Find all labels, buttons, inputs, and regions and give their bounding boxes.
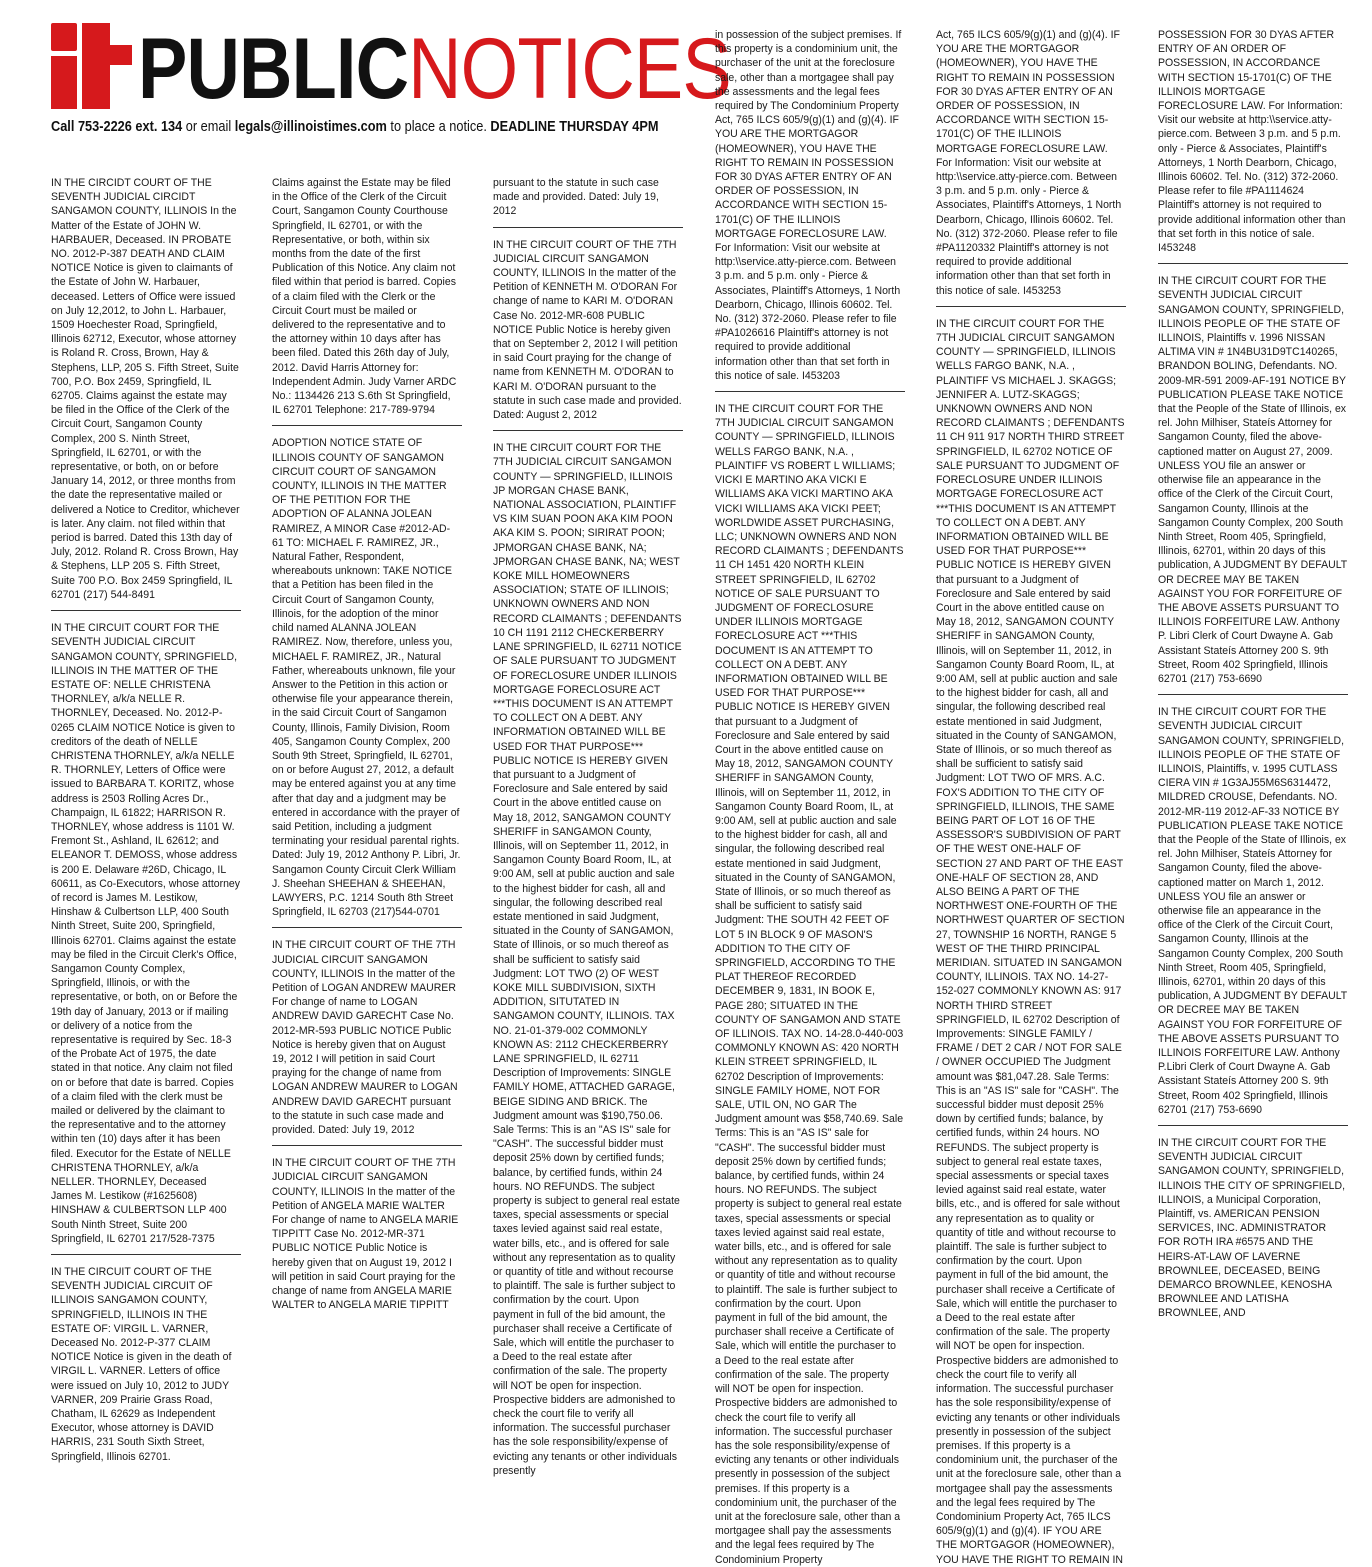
deadline-text: DEADLINE THURSDAY 4PM [490, 119, 659, 135]
notice-divider [936, 306, 1126, 307]
notice-text: IN THE CIRCUIT COURT FOR THE 7TH JUDICIAL CIRCUIT SANGAMON COUNTY — SPRINGFIELD, ILLINOIS WELLS FARGO BANK, N.A. , PLAINTIFF VS ROBERT L WILLIAMS; VICKI E MARTINO AKA VICKI E WILLIAMS AKA VICKI MARTINO AKA VICKI WILLIAMS AKA VICKI PEET; WORLDWIDE ASSET PURCHASING, LLC; UNKNOWN OWNERS AND NON RECORD CLAIMANTS ; DEFENDANTS 11 CH 1451 420 NORTH KLEIN STREET SPRINGFIELD, IL 62702 NOTICE OF SALE PURSUANT TO JUDGMENT OF FORECLOSURE UNDER ILLINOIS MORTGAGE FORECLOSURE ACT ***THIS DOCUMENT IS AN ATTEMPT TO COLLECT ON A DEBT. ANY INFORMATION OBTAINED WILL BE USED FOR THAT PURPOSE*** PUBLIC NOTICE IS HEREBY GIVEN that pursuant to a Judgment of Foreclosure and Sale entered by said Court in the above entitled cause on May 18, 2012, SANGAMON COUNTY SHERIFF in SANGAMON County, Illinois, will on September 11, 2012, in Sangamon County Board Room, IL, at 9:00 AM, sell at public auction and sale to the highest bidder for cash, all and singular, the following described real estate mentioned in said Judgment, situated in the County of SANGAMON, State of Illinois, or so much thereof as shall be sufficient to satisfy said Judgment: THE SOUTH 42 FEET OF LOT 5 IN BLOCK 9 OF MASON'S ADDITION TO THE CITY OF SPRINGFIELD, ACCORDING TO THE PLAT THEREOF RECORDED DECEMBER 9, 1831, IN BOOK E, PAGE 280; SITUATED IN THE COUNTY OF SANGAMON AND STATE OF ILLINOIS. TAX NO. 14-28.0-440-003 COMMONLY KNOWN AS: 420 NORTH KLEIN STREET SPRINGFIELD, IL 62702 Description of Improvements: SINGLE FAMILY HOME, NOT FOR SALE, UTIL ON, NO GAR The Judgment amount was $58,740.69. Sale Terms: This is an "AS IS" sale for "CASH". The successful bidder must deposit 25% down by certified funds; balance, by certified funds, within 24 hours. NO REFUNDS. The subject property is subject to general real estate taxes, special assessments or special taxes levied against said real estate, water bills, etc., and is offered for sale without any representation as to quality or quantity of title and without recourse to plaintiff. The sale is further subject to confirmation by the court. Upon payment in full of the bid amount, the purchaser shall receive a Certificate of Sale, which will entitle the purchaser to a Deed to the real estate after confirmation of the sale. The property will NOT be open for inspection. Prospective bidders are admonished to check the court file to verify all information. The successful purchaser has the sole responsibility/expense of evicting any tenants or other individuals presently in possession of the subject premises. If this property is a condominium unit, the purchaser of the unit at the foreclosure sale, other than a mortgagee shall pay the assessments and the legal fees required by The Condominium Property [715, 403, 904, 1566]
notice-text: IN THE CIRCUIT COURT FOR THE SEVENTH JUDICIAL CIRCUIT SANGAMON COUNTY, SPRINGFIELD, ILLINOIS PEOPLE OF THE STATE OF ILLINOIS, Plaintiffs, v. 1995 CUTLASS CIERA VIN # 1G3AJ55M6S6314472, MILDRED CROUSE, Defendants. NO. 2012-MR-119 2012-AF-33 NOTICE BY PUBLICATION PLEASE TAKE NOTICE that the People of the State of Illinois, ex rel. John Milhiser, Stateís Attorney for Sangamon County, filed the above-captioned matter on March 1, 2012. UNLESS YOU file an answer or otherwise file an appearance in the office of the Clerk of the Circuit Court, Sangamon County, Illinois at the Sangamon County Complex, 200 South Ninth Street, Room 405, Springfield, Illinois, 62701, within 20 days of this publication, A JUDGMENT BY DEFAULT OR DECREE MAY BE TAKEN AGAINST YOU FOR FORFEITURE OF THE ABOVE ASSETS PURSUANT TO ILLINOIS FORFEITURE LAW. Anthony P.Libri Clerk of Court Dwayne A. Gab Assistant Stateís Attorney 200 S. 9th Street, Room 402 Springfield, Illinois 62701 (217) 753-6690 [1158, 706, 1347, 1116]
notice-text: IN THE CIRCUIT COURT OF THE 7TH JUDICIAL CIRCUIT SANGAMON COUNTY, ILLINOIS In the matter of the Petition of LOGAN ANDREW MAURER For change of name to LOGAN ANDREW DAVID GARECHT Case No. 2012-MR-593 PUBLIC NOTICE Public Notice is hereby given that on August 19, 2012 I will petition in said Court praying for the change of name from LOGAN ANDREW MAURER to LOGAN ANDREW DAVID GARECHT pursuant to the statute in such case made and provided. Dated: July 19, 2012 [272, 939, 458, 1136]
notice-text: ADOPTION NOTICE STATE OF ILLINOIS COUNTY OF SANGAMON CIRCUIT COURT OF SANGAMON COUNTY, ILLINOIS IN THE MATTER OF THE PETITION FOR THE ADOPTION OF ALANNA JOLEAN RAMIREZ, A MINOR Case #2012-AD-61 TO: MICHAEL F. RAMIREZ, JR., Natural Father, Respondent, whereabouts unknown: TAKE NOTICE that a Petition has been filed in the Circuit Court of Sangamon County, Illinois, for the adoption of the minor child named ALANNA JOLEAN RAMIREZ. Now, therefore, unless you, MICHAEL F. RAMIREZ, JR., Natural Father, whereabouts unknown, file your Answer to the Petition in this action or otherwise file your appearance therein, in the said Circuit Court of Sangamon County, Illinois, Family Division, Room 405, Sangamon County Complex, 200 South 9th Street, Springfield, IL 62701, on or before August 27, 2012, a default may be entered against you at any time after that day and a judgment may be entered in accordance with the prayer of said Petition, including a judgment terminating your residual parental rights. Dated: July 19, 2012 Anthony P. Libri, Jr. Sangamon County Circuit Clerk William J. Sheehan SHEEHAN & SHEEHAN, LAWYERS, P.C. 1214 South 8th Street Springfield, IL 62703 (217)544-0701 [272, 437, 461, 919]
contact-suffix-text: to place a notice. [386, 119, 491, 135]
notice-column-4 [715, 28, 905, 1566]
contact-mid-text: or email [182, 119, 235, 135]
notice-column-6 [1158, 28, 1348, 1536]
notice-text: Act, 765 ILCS 605/9(g)(1) and (g)(4). IF YOU ARE THE MORTGAGOR (HOMEOWNER), YOU HAVE THE RIGHT TO REMAIN IN POSSESSION FOR 30 DYAS AFTER ENTRY OF AN ORDER OF POSSESSION, IN ACCORDANCE WITH SECTION 15-1701(C) OF THE ILLINOIS MORTGAGE FORECLOSURE LAW. For Information: Visit our website at http:\\service.atty-pierce.com. Between 3 p.m. and 5 p.m. only - Pierce & Associates, Plaintiff's Attorneys, 1 North Dearborn, Chicago, Illinois 60602. Tel. No. (312) 372-2060. Please refer to file #PA1120332 Plaintiff's attorney is not required to provide additional information other than that set forth in this notice of sale. I453253 [936, 29, 1122, 297]
notice-text: IN THE CIRCUIT COURT OF THE 7TH JUDICIAL CIRCUIT SANGAMON COUNTY, ILLINOIS In the matter of the Petition of KENNETH M. O'DORAN For change of name to KARI M. O'DORAN Case No. 2012-MR-608 PUBLIC NOTICE Public Notice is hereby given that on September 2, 2012 I will petition in said Court praying for the change of name from KENNETH M. O'DORAN to KARI M. O'DORAN pursuant to the statute in such case made and provided. Dated: August 2, 2012 [493, 238, 682, 422]
notice-divider [272, 927, 462, 928]
notice-text: IN THE CIRCUIT COURT OF THE SEVENTH JUDICIAL CIRCUIT OF ILLINOIS SANGAMON COUNTY, SPRINGFIELD, ILLINOIS IN THE ESTATE OF: VIRGIL L. VARNER, Deceased No. 2012-P-377 CLAIM NOTICE Notice is given in the death of VIRGIL L. VARNER. Letters of office were issued on July 10, 2012 to JUDY VARNER, 209 Prairie Grass Road, Chatham, IL 62629 as Independent Executor, whose attorney is DAVID HARRIS, 231 South Sixth Street, Springfield, Illinois 62701. [51, 1266, 232, 1463]
notice-divider [715, 391, 905, 392]
notice-text: IN THE CIRCUIT COURT FOR THE SEVENTH JUDICIAL CIRCUIT SANGAMON COUNTY, SPRINGFIELD, ILLINOIS PEOPLE OF THE STATE OF ILLINOIS, Plaintiffs v. 1996 NISSAN ALTIMA VIN # 1N4BU31D9TC140265, BRANDON BOLING, Defendants. NO. 2009-MR-591 2009-AF-191 NOTICE BY PUBLICATION PLEASE TAKE NOTICE that the People of the State of Illinois, ex rel. John Milhiser, Stateís Attorney for Sangamon County, filed the above-captioned matter on August 27, 2009. UNLESS YOU file an answer or otherwise file an appearance in the office of the Clerk of the Circuit Court, Sangamon County, Illinois at the Sangamon County Complex, 200 South Ninth Street, Room 405, Springfield, Illinois, 62701, within 20 days of this publication, A JUDGMENT BY DEFAULT OR DECREE MAY BE TAKEN AGAINST YOU FOR FORFEITURE OF THE ABOVE ASSETS PURSUANT TO ILLINOIS FORFEITURE LAW. Anthony P. Libri Clerk of Court Dwayne A. Gab Assistant Stateís Attorney 200 S. 9th Street, Room 402 Springfield, Illinois 62701 (217) 753-6690 [1158, 275, 1347, 685]
notice-divider [51, 610, 241, 611]
phone-text: Call 753-2226 ext. 134 [51, 119, 183, 135]
notice-divider [1158, 263, 1348, 264]
notice-text: pursuant to the statute in such case made and provided. Dated: July 19, 2012 [493, 177, 659, 218]
notice-text: IN THE CIRCUIT COURT FOR THE 7TH JUDICIAL CIRCUIT SANGAMON COUNTY — SPRINGFIELD, ILLINOIS WELLS FARGO BANK, N.A. , PLAINTIFF VS MICHAEL J. SKAGGS; JENNIFER A. LUTZ-SKAGGS; UNKNOWN OWNERS AND NON RECORD CLAIMANTS ; DEFENDANTS 11 CH 911 917 NORTH THIRD STREET SPRINGFIELD, IL 62702 NOTICE OF SALE PURSUANT TO JUDGMENT OF FORECLOSURE UNDER ILLINOIS MORTGAGE FORECLOSURE ACT ***THIS DOCUMENT IS AN ATTEMPT TO COLLECT ON A DEBT. ANY INFORMATION OBTAINED WILL BE USED FOR THAT PURPOSE*** PUBLIC NOTICE IS HEREBY GIVEN that pursuant to a Judgment of Foreclosure and Sale entered by said Court in the above entitled cause on May 18, 2012, SANGAMON COUNTY SHERIFF in SANGAMON County, Illinois, will on September 11, 2012, in Sangamon County Board Room, IL, at 9:00 AM, sell at public auction and sale to the highest bidder for cash, all and singular, the following described real estate mentioned in said Judgment, situated in the County of SANGAMON, State of Illinois, or so much thereof as shall be sufficient to satisfy said Judgment: LOT TWO OF MRS. A.C. FOX'S ADDITION TO THE CITY OF SPRINGFIELD, ILLINOIS, THE SAME BEING PART OF LOT 16 OF THE ASSESSOR'S SUBDIVISION OF PART OF THE WEST ONE-HALF OF SECTION 27 AND PART OF THE EAST ONE-HALF OF SECTION 28, AND ALSO BEING A PART OF THE NORTHWEST ONE-FOURTH OF THE NORTHWEST QUARTER OF SECTION 27, TOWNSHIP 16 NORTH, RANGE 5 WEST OF THE THIRD PRINCIPAL MERIDIAN. SITUATED IN SANGAMON COUNTY, ILLINOIS. TAX NO. 14-27-152-027 COMMONLY KNOWN AS: 917 NORTH THIRD STREET SPRINGFIELD, IL 62702 Description of Improvements: SINGLE FAMILY / FRAME / DET 2 CAR / NOT FOR SALE / OWNER OCCUPIED The Judgment amount was $81,047.28. Sale Terms: This is an "AS IS" sale for "CASH". The successful bidder must deposit 25% down by certified funds; balance, by certified funds, within 24 hours. NO REFUNDS. The subject property is subject to general real estate taxes, special assessments or special taxes levied against said real estate, water bills, etc., and is offered for sale without any representation as to quality or quantity of title and without recourse to plaintiff. The sale is further subject to confirmation by the court. Upon payment in full of the bid amount, the purchaser shall receive a Certificate of Sale, which will entitle the purchaser to a Deed to the real estate after confirmation of the sale. The property will NOT be open for inspection. Prospective bidders are admonished to check the court file to verify all information. The successful purchaser has the sole responsibility/expense of evicting any tenants or other individuals presently in possession of the subject premises. If this property is a condominium unit, the purchaser of the unit at the foreclosure sale, other than a mortgagee shall pay the assessments and the legal fees required by The Condominium Property Act, 765 ILCS 605/9(g)(1) and (g)(4). IF YOU ARE THE MORTGAGOR (HOMEOWNER), YOU HAVE THE RIGHT TO REMAIN IN [936, 317, 1125, 1566]
illinois-times-logo-icon [51, 23, 132, 109]
notice-column-5 [936, 28, 1126, 1566]
notice-column-3 [493, 176, 683, 1536]
notice-text: in possession of the subject premises. If this property is a condominium unit, the purchaser of the unit at the foreclosure sale, other than a mortgagee shall pay the assessments and the legal fees required by The Condominium Property Act, 765 ILCS 605/9(g)(1) and (g)(4). IF YOU ARE THE MORTGAGOR (HOMEOWNER), YOU HAVE THE RIGHT TO REMAIN IN POSSESSION FOR 30 DYAS AFTER ENTRY OF AN ORDER OF POSSESSION, IN ACCORDANCE WITH SECTION 15-1701(C) OF THE ILLINOIS MORTGAGE FORECLOSURE LAW. For Information: Visit our website at http:\\service.atty-pierce.com. Between 3 p.m. and 5 p.m. only - Pierce & Associates, Plaintiff's Attorneys, 1 North Dearborn, Chicago, Illinois 60602. Tel. No. (312) 372-2060. Please refer to file #PA1026616 Plaintiff's attorney is not required to provide additional information other than that set forth in this notice of sale. I453203 [715, 29, 902, 382]
notice-divider [493, 430, 683, 431]
notice-text: IN THE CIRCUIT COURT FOR THE SEVENTH JUDICIAL CIRCUIT SANGAMON COUNTY, SPRINGFIELD, ILLINOIS IN THE MATTER OF THE ESTATE OF: NELLE CHRISTENA THORNLEY, a/k/a NELLE R. THORNLEY, Deceased. No. 2012-P-0265 CLAIM NOTICE Notice is given to creditors of the death of NELLE CHRISTENA THORNLEY, a/k/a NELLE R. THORNLEY, Letters of Office were issued to BARBARA T. KORITZ, whose address is 2503 Rolling Acres Dr., Champaign, IL 61822; HARRISON R. THORNLEY, whose address is 1101 W. Fremont St., Ashland, IL 62612; and ELEANOR T. DEMOSS, whose address is 200 E. Delaware #26D, Chicago, IL 60611, as Co-Executors, whose attorney of record is James M. Lestikow, Hinshaw & Culbertson LLP, 400 South Ninth Street, Suite 200, Springfield, Illinois 62701. Claims against the estate may be filed in the Circuit Clerk's Office, Sangamon County Complex, Springfield, Illinois, or with the representative, or both, on or Before the 19th day of January, 2013 or if mailing or delivery of a notice from the representative is required by Sec. 18-3 of the Probate Act of 1975, the date stated in that notice. Any claim not filed on or before that date is barred. Copies of a claim filed with the clerk must be mailed or delivered by the claimant to the representative and to the attorney within ten (10) days after it has been filed. Executor for the Estate of NELLE CHRISTENA THORNLEY, a/k/a NELLER. THORNLEY, Deceased James M. Lestikow (#1625608) HINSHAW & CULBERTSON LLP 400 South Ninth Street, Suite 200 Springfield, IL 62701 217/528-7375 [51, 622, 241, 1245]
notice-divider [493, 227, 683, 228]
notice-column-1 [51, 176, 241, 1536]
notice-text: IN THE CIRCIDT COURT OF THE SEVENTH JUDICIAL CIRCIDT SANGAMON COUNTY, ILLINOIS In the Matter of the Estate of JOHN W. HARBAUER, Deceased. IN PROBATE NO. 2012-P-387 DEATH AND CLAIM NOTICE Notice is given to claimants of the Estate of John W. Harbauer, deceased. Letters of Office were issued on July 12,2012, to John L. Harbauer, 1509 Hoechester Road, Springfield, Illinois 62712, Executor, whose attorney is Roland R. Cross, Brown, Hay & Stephens, LLP, 205 S. Fifth Street, Suite 700, P.O. Box 2459, Springfield, IL 62705. Claims against the estate may be filed in the Office of the Clerk of the Circuit Court, Sangamon County Complex, 200 S. Ninth Street, Springfield, IL 62701, or with the representative, or both, on or before January 14, 2012, or three months from the date the representative mailed or delivered a Notice to Creditor, whichever is later. Any claim. not filed within that period is barred. Dated this 13th day of July, 2012. Roland R. Cross Brown, Hay & Stephens, LLP 205 S. Fifth Street, Suite 700 P.O. Box 2459 Springfield, IL 62701 (217) 544-8491 [51, 177, 240, 601]
notice-divider [272, 1145, 462, 1146]
notice-divider [1158, 694, 1348, 695]
notice-text: Claims against the Estate may be filed in the Office of the Clerk of the Circuit Court, Sangamon County Courthouse Springfield, IL 62701, or with the Representative, or both, within six months from the date of the first Publication of this Notice. Any claim not filed within that period is barred. Copies of a claim filed with the Clerk or the Circuit Court must be mailed or delivered to the representative and to the attorney within 10 days after has been filed. Dated this 26th day of July, 2012. David Harris Attorney for: Independent Admin. Judy Varner ARDC No.: 1134426 213 S.6th St Springfield, IL 62701 Telephone: 217-789-9794 [272, 177, 457, 417]
page-title [138, 21, 731, 117]
notice-text: IN THE CIRCUIT COURT FOR THE 7TH JUDICIAL CIRCUIT SANGAMON COUNTY — SPRINGFIELD, ILLINOIS JP MORGAN CHASE BANK, NATIONAL ASSOCIATION, PLAINTIFF VS KIM SUAN POON AKA KIM POON AKA KIM S. POON; SIRIRAT POON; JPMORGAN CHASE BANK, NA; JPMORGAN CHASE BANK, NA; WEST KOKE MILL HOMEOWNERS ASSOCIATION; STATE OF ILLINOIS; UNKNOWN OWNERS AND NON RECORD CLAIMANTS ; DEFENDANTS 10 CH 1191 2112 CHECKERBERRY LANE SPRINGFIELD, IL 62711 NOTICE OF SALE PURSUANT TO JUDGMENT OF FORECLOSURE UNDER ILLINOIS MORTGAGE FORECLOSURE ACT ***THIS DOCUMENT IS AN ATTEMPT TO COLLECT ON A DEBT. ANY INFORMATION OBTAINED WILL BE USED FOR THAT PURPOSE*** PUBLIC NOTICE IS HEREBY GIVEN that pursuant to a Judgment of Foreclosure and Sale entered by said Court in the above entitled cause on May 18, 2012, SANGAMON COUNTY SHERIFF in SANGAMON County, Illinois, will on September 11, 2012, in Sangamon County Board Room, IL, at 9:00 AM, sell at public auction and sale to the highest bidder for cash, all and singular, the following described real estate mentioned in said Judgment, situated in the County of SANGAMON, State of Illinois, or so much thereof as shall be sufficient to satisfy said Judgment: LOT TWO (2) OF WEST KOKE MILL SUBDIVISION, SIXTH ADDITION, SITUTATED IN SANGAMON COUNTY, ILLINOIS. TAX NO. 21-01-379-002 COMMONLY KNOWN AS: 2112 CHECKERBERRY LANE SPRINGFIELD, IL 62711 Description of Improvements: SINGLE FAMILY HOME, ATTACHED GARAGE, BEIGE SIDING AND BRICK. The Judgment amount was $190,750.06. Sale Terms: This is an "AS IS" sale for "CASH". The successful bidder must deposit 25% down by certified funds; balance, by certified funds, within 24 hours. NO REFUNDS. The subject property is subject to general real estate taxes, special assessments or special taxes levied against said real estate, water bills, etc., and is offered for sale without any representation as to quality or quantity of title and without recourse to plaintiff. The sale is further subject to confirmation by the court. Upon payment in full of the bid amount, the purchaser shall receive a Certificate of Sale, which will entitle the purchaser to a Deed to the real estate after confirmation of the sale. The property will NOT be open for inspection. Prospective bidders are admonished to check the court file to verify all information. The successful purchaser has the sole responsibility/expense of evicting any tenants or other individuals presently [493, 442, 682, 1477]
notice-text: IN THE CIRCUIT COURT OF THE 7TH JUDICIAL CIRCUIT SANGAMON COUNTY, ILLINOIS In the matter of the Petition of ANGELA MARIE WALTER For change of name to ANGELA MARIE TIPPITT Case No. 2012-MR-371 PUBLIC NOTICE Public Notice is hereby given that on August 19, 2012 I will petition in said Court praying for the change of name from ANGELA MARIE WALTER to ANGELA MARIE TIPPITT [272, 1157, 459, 1312]
notice-divider [51, 1254, 241, 1255]
notice-text: IN THE CIRCUIT COURT FOR THE SEVENTH JUDICIAL CIRCUIT SANGAMON COUNTY, SPRINGFIELD, ILLINOIS THE CITY OF SPRINGFIELD, ILLINOIS, a Municipal Corporation, Plaintiff, vs. AMERICAN PENSION SERVICES, INC. ADMINISTRATOR FOR ROTH IRA #6575 AND THE HEIRS-AT-LAW OF LAVERNE BROWNLEE, DECEASED, BEING DEMARCO BROWNLEE, KENOSHA BROWNLEE AND LATISHA BROWNLEE, AND [1158, 1137, 1346, 1320]
notice-column-2 [272, 176, 462, 1536]
email-link[interactable]: legals@illinoistimes.com [234, 119, 387, 135]
notice-divider [1158, 1125, 1348, 1126]
contact-line [51, 118, 658, 136]
masthead [0, 0, 731, 150]
title-public: PUBLIC [138, 21, 409, 117]
title-notices: NOTICES [408, 21, 731, 117]
notice-divider [272, 425, 462, 426]
notice-text: POSSESSION FOR 30 DYAS AFTER ENTRY OF AN ORDER OF POSSESSION, IN ACCORDANCE WITH SECTION 15-1701(C) OF THE ILLINOIS MORTGAGE FORECLOSURE LAW. For Information: Visit our website at http:\\service.atty-pierce.com. Between 3 p.m. and 5 p.m. only - Pierce & Associates, Plaintiff's Attorneys, 1 North Dearborn, Chicago, Illinois 60602. Tel. No. (312) 372-2060. Please refer to file #PA1114624 Plaintiff's attorney is not required to provide additional information other than that set forth in this notice of sale. I453248 [1158, 29, 1346, 255]
